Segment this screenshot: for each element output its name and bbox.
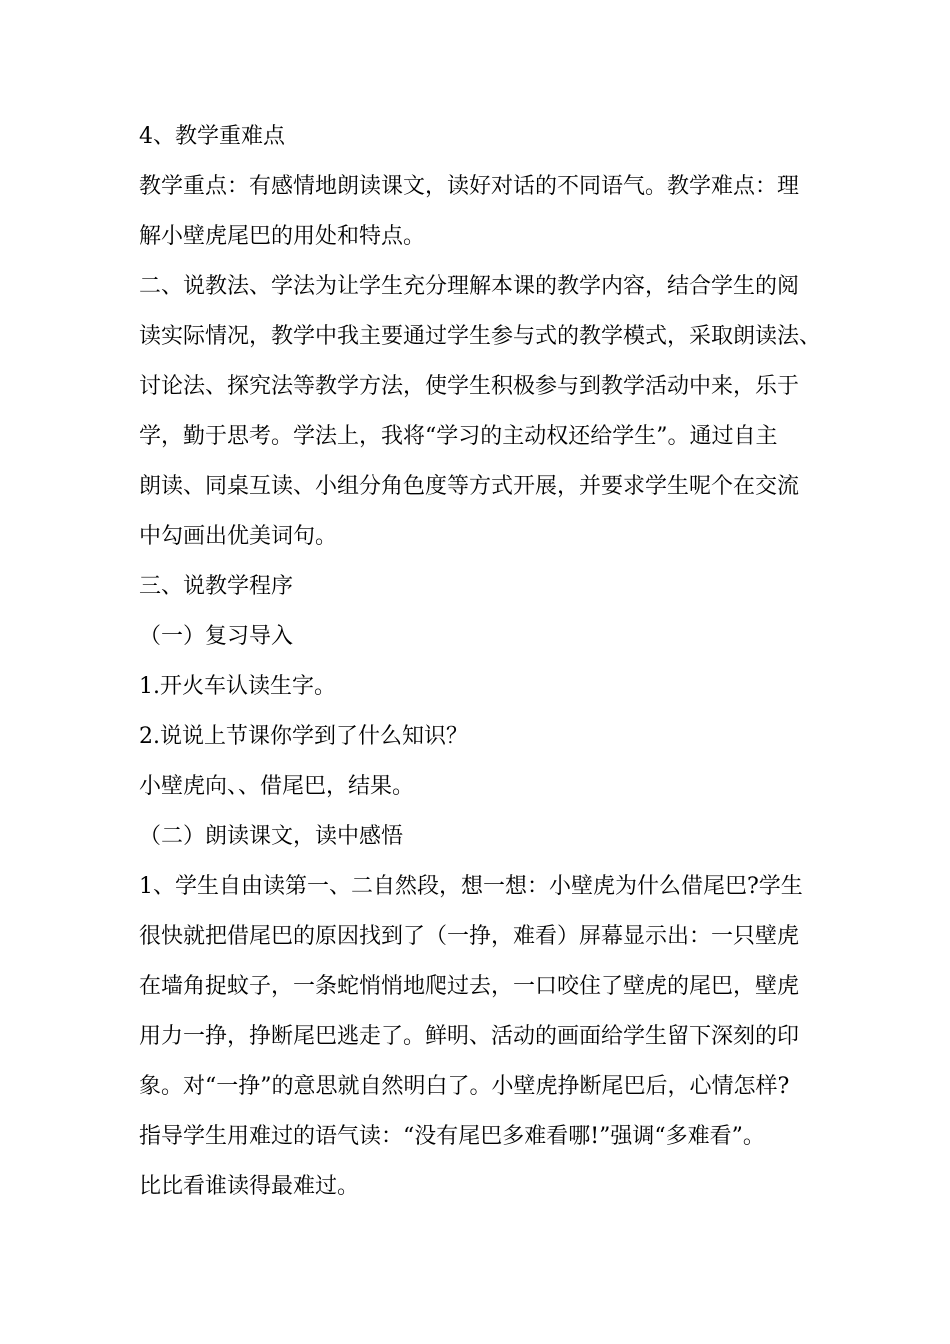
paragraph-line: 中勾画出优美词句。 [139,524,338,549]
list-item: 1.开火车认读生字。 [139,674,336,699]
paragraph-line: 学，勤于思考。学法上，我将“学习的主动权还给学生”。通过自主 [139,424,778,449]
paragraph-line: 解小壁虎尾巴的用处和特点。 [139,224,426,249]
paragraph-line: 读实际情况，教学中我主要通过学生参与式的教学模式，采取朗读法、 [139,324,822,349]
section-heading: 4、教学重难点 [139,124,285,149]
paragraph-line: 朗读、同桌互读、小组分角色度等方式开展，并要求学生呢个在交流 [139,474,800,499]
document-page [139,112,829,1212]
paragraph-line: 比比看谁读得最难过。 [139,1174,360,1199]
paragraph-line: 二、说教法、学法为让学生充分理解本课的教学内容，结合学生的阅 [139,274,800,299]
paragraph-line: 在墙角捉蚊子，一条蛇悄悄地爬过去，一口咬住了壁虎的尾巴，壁虎 [139,974,800,999]
paragraph-line: 指导学生用难过的语气读：“没有尾巴多难看哪!”强调“多难看”。 [139,1124,765,1149]
list-item: 2.说说上节课你学到了什么知识？ [139,724,468,749]
paragraph-line: 讨论法、探究法等教学方法，使学生积极参与到教学活动中来，乐于 [139,374,800,399]
paragraph-line: 教学重点：有感情地朗读课文，读好对话的不同语气。教学难点：理 [139,174,800,199]
subsection-heading: （一）复习导入 [139,624,294,649]
paragraph-line: 象。对“一挣”的意思就自然明白了。小壁虎挣断尾巴后，心情怎样? [139,1074,790,1099]
paragraph-line: 用力一挣，挣断尾巴逃走了。鲜明、活动的画面给学生留下深刻的印 [139,1024,800,1049]
section-heading: 三、说教学程序 [139,574,294,599]
subsection-heading: （二）朗读课文，读中感悟 [139,824,404,849]
paragraph-line: 小壁虎向、、借尾巴，结果。 [139,774,415,799]
paragraph-line: 1、学生自由读第一、二自然段，想一想：小壁虎为什么借尾巴?学生 [139,874,803,899]
paragraph-line: 很快就把借尾巴的原因找到了（一挣，难看）屏幕显示出：一只壁虎 [139,924,800,949]
